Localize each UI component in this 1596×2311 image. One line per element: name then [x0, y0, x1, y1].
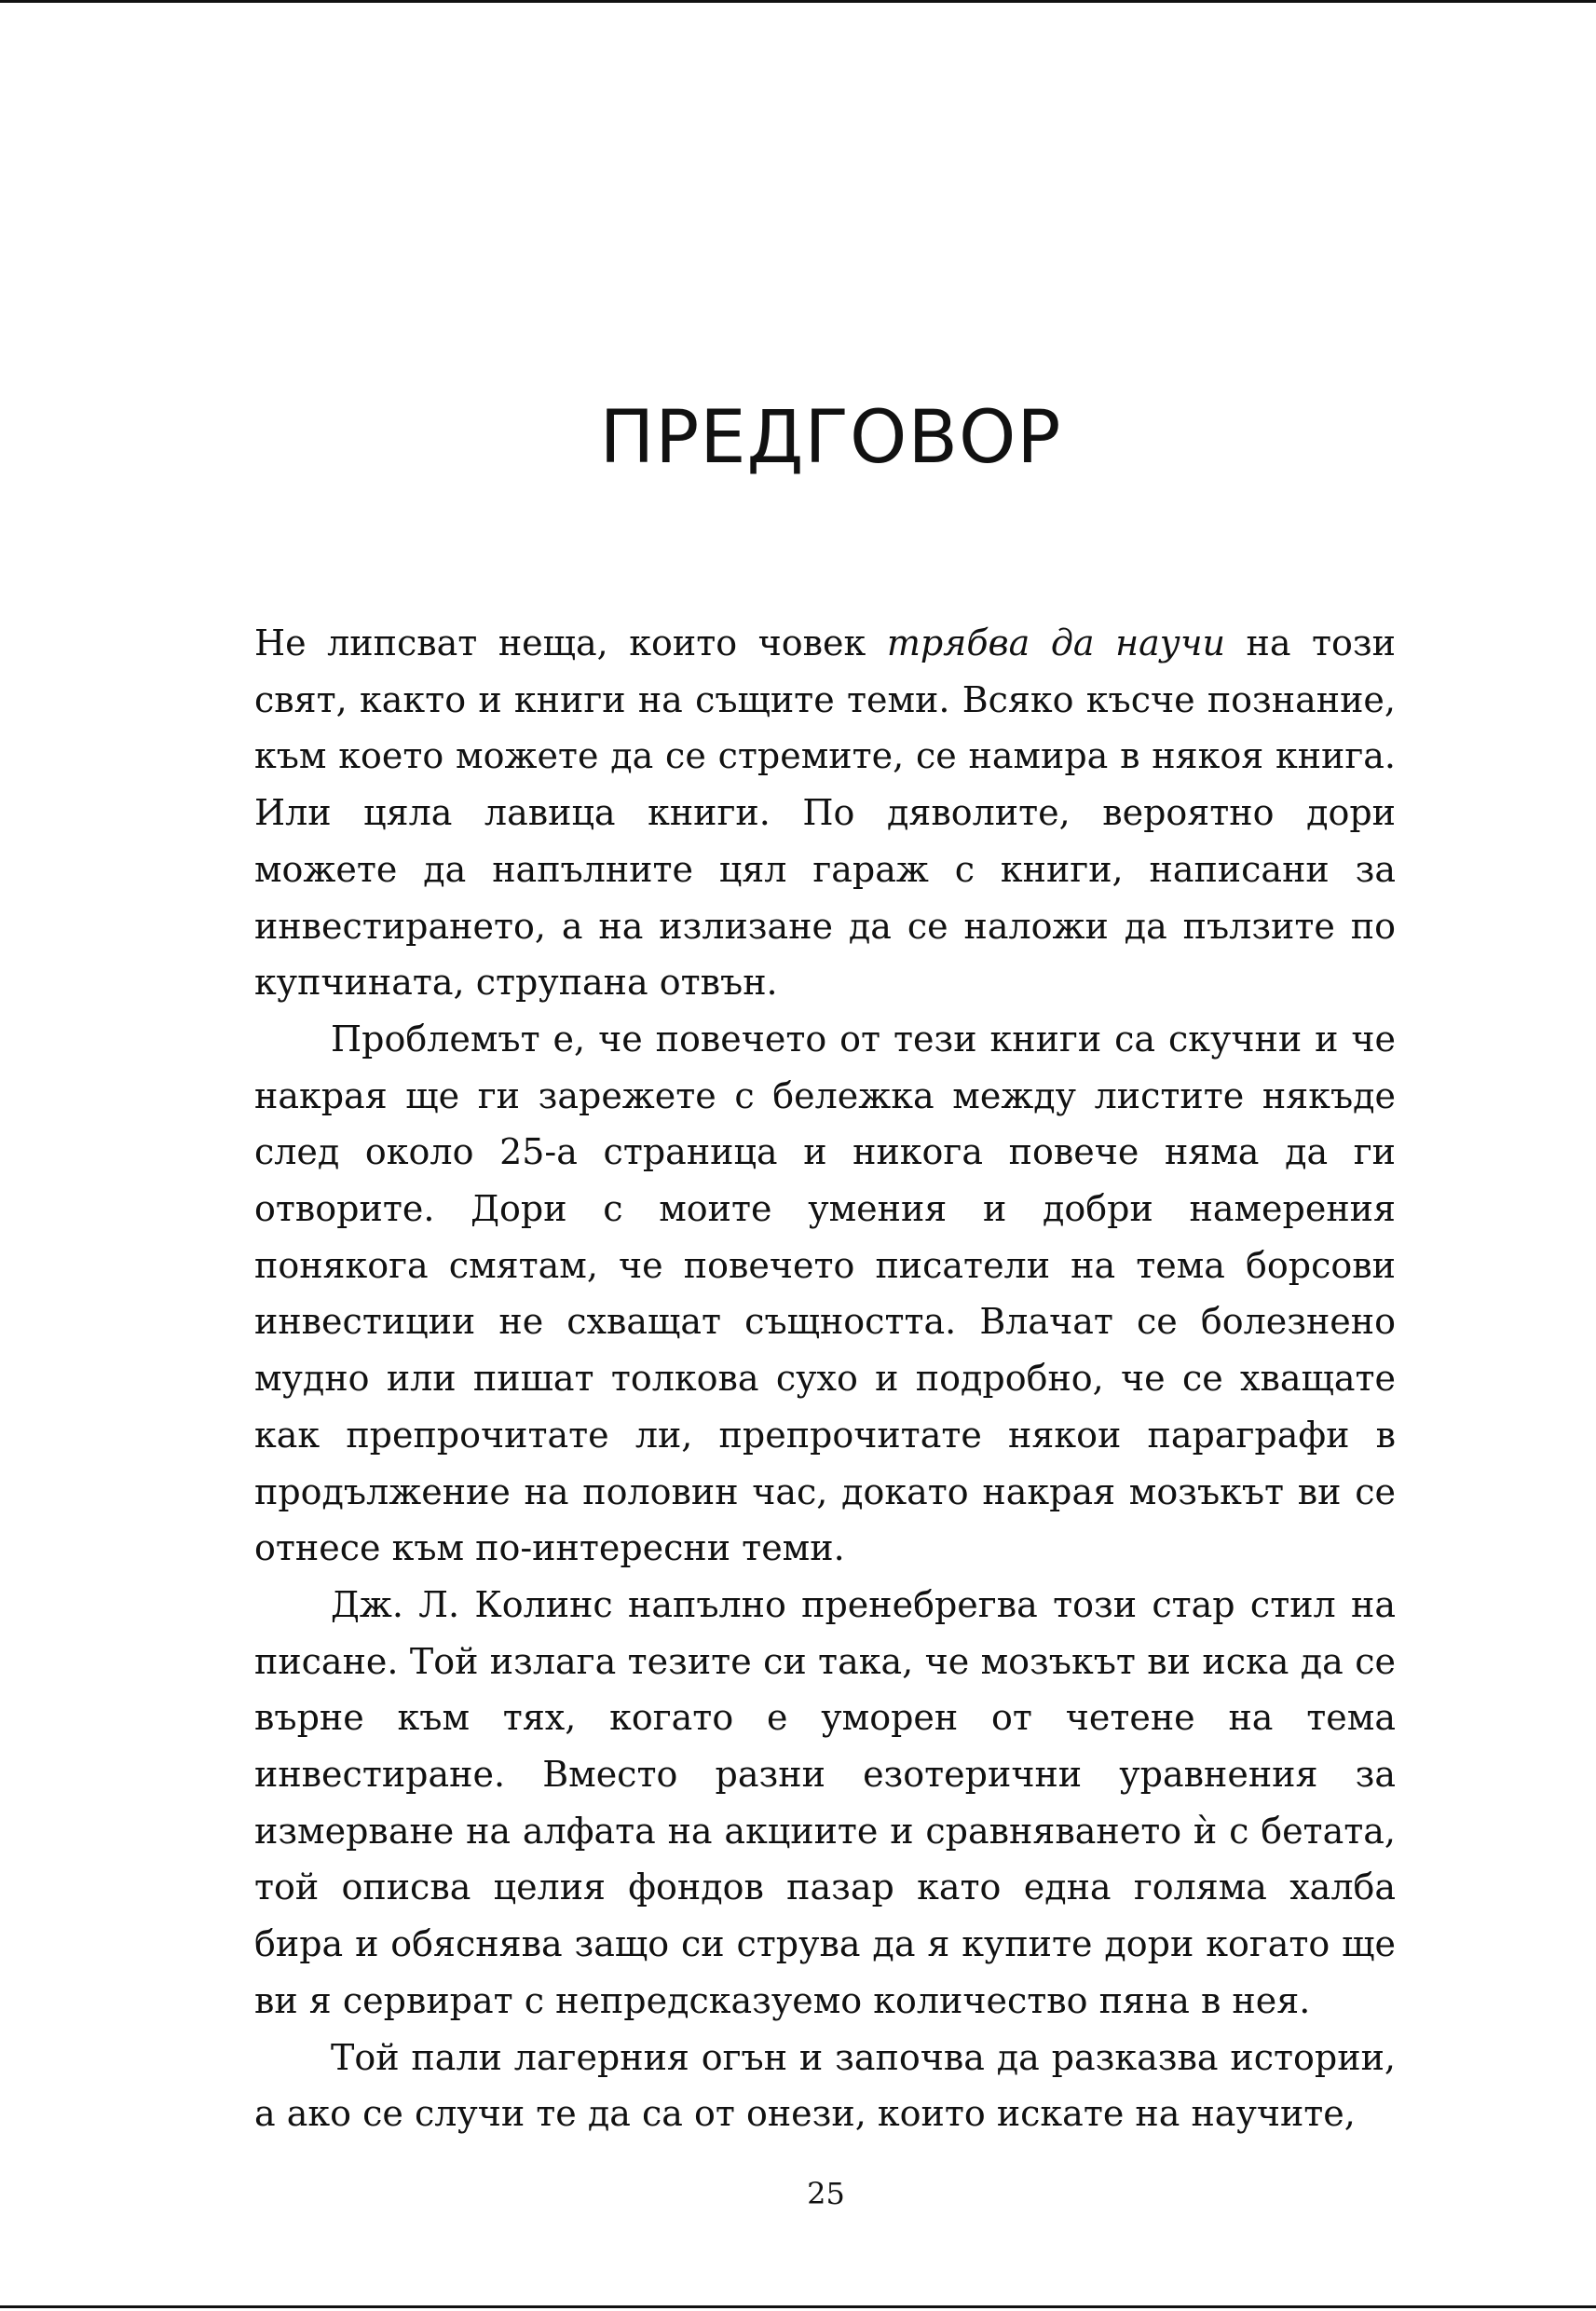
chapter-title: ПРЕДГОВОР — [599, 396, 1062, 480]
paragraph-1-start: Не липсват неща, които човек — [254, 622, 887, 663]
top-rule — [0, 0, 1596, 3]
paragraph-1-emphasis: трябва да научи — [886, 622, 1225, 663]
bottom-rule — [0, 2305, 1596, 2308]
body-text — [254, 615, 1396, 2142]
paragraph-4: Той пали лагерния огън и започва да разказва истории, а ако се случи те да са от онези, които искате на научите, — [254, 2036, 1396, 2135]
paragraph-1 — [254, 615, 1396, 1011]
paragraph-2: Проблемът е, че повечето от тези книги са скучни и че накрая ще ги зарежете с бележка между листите някъде след около 25-а страница и никога повече няма да ги отворите. Дори с моите умения и добри намерения понякога смятам, че повечето писатели на тема борсови инвестиции не схващат същността. Влачат се болезнено мудно или пишат толкова сухо и подробно, че се хващате как препрочитате ли, препрочитате някои параграфи в продължение на половин час, докато накрая мозъкът ви се отнесе към по-интересни теми. — [254, 1018, 1396, 1569]
paragraph-3: Дж. Л. Колинс напълно пренебрегва този стар стил на писане. Той излага тезите си така, че мозъкът ви иска да се върне към тях, когато е уморен от четене на тема инвестиране. Вместо разни езотерични уравнения за измерване на алфата на акциите и сравняването ѝ с бетата, той описва целия фондов пазар като една голяма халба бира и обяснява защо си струва да я купите дори когато ще ви я сервират с непредсказуемо количество пяна в нея. — [254, 1583, 1396, 2021]
paragraph-1-end: на този свят, както и книги на същите теми. Всяко късче познание, към което можете да се стремите, се намира в някоя книга. Или цяла лавица книги. По дяволите, вероятно дори можете да напълните цял гараж с книги, написани за инвестирането, а на излизане да се наложи да пълзите по купчината, струпана отвън. — [254, 622, 1396, 1004]
page-number: 25 — [807, 2176, 845, 2211]
